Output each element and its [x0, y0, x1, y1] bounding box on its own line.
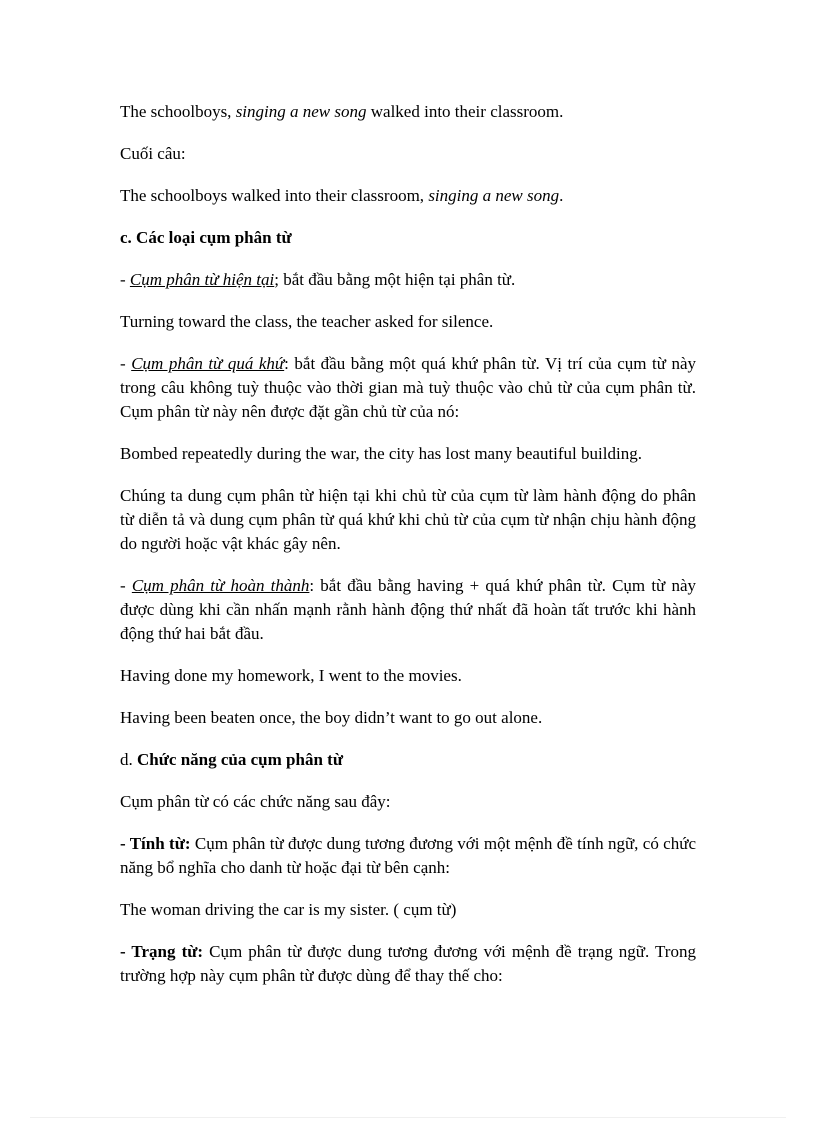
label-line: Cuối câu:: [120, 144, 186, 163]
function-adjective: [120, 832, 696, 880]
text: ; bắt đầu bằng một hiện tại phân từ.: [274, 270, 516, 289]
text: The schoolboys,: [120, 102, 236, 121]
dash: -: [120, 270, 130, 289]
function-adverb: [120, 940, 696, 988]
heading-bold: Chức năng của cụm phân từ: [137, 750, 344, 769]
term: Cụm phân từ hiện tại: [129, 270, 275, 289]
example-sentence: The woman driving the car is my sister. ( cụm từ): [120, 900, 457, 919]
text: : bắt đầu bằng having + quá khứ phân từ. Cụm từ này được dùng khi cần nhấn mạnh rằnh hành động thứ nhất đã hoàn tất trước khi hành động thứ hai bắt đầu.: [120, 576, 696, 643]
dash: -: [120, 354, 132, 373]
italic-phrase: singing a new song: [235, 102, 367, 121]
document-page: [120, 100, 696, 1006]
italic-phrase: singing a new song: [428, 186, 560, 205]
term: Cụm phân từ hoàn thành: [131, 576, 310, 595]
text: walked into their classroom.: [366, 102, 564, 121]
paragraph: Cụm phân từ có các chức năng sau đây:: [120, 792, 391, 811]
example-sentence: Having been beaten once, the boy didn’t want to go out alone.: [120, 708, 543, 727]
text: : bắt đầu bằng một quá khứ phân từ. Vị trí của cụm từ này trong câu không tuỳ thuộc vào thời gian mà tuỳ thuộc vào chủ từ của cụm phân từ. Cụm phân từ này nên được đặt gần chủ từ của nó:: [120, 354, 696, 421]
term: Cụm phân từ quá khứ: [131, 354, 285, 373]
text: The schoolboys walked into their classroom,: [120, 186, 429, 205]
label-bold: - Tính từ:: [120, 834, 191, 853]
text: Cụm phân từ được dung tương đương với một mệnh đề tính ngữ, có chức năng bổ nghĩa cho danh từ hoặc đại từ bên cạnh:: [120, 834, 696, 877]
definition-past: [120, 352, 696, 424]
label-bold: - Trạng từ:: [120, 942, 204, 961]
text: .: [559, 186, 564, 205]
page-bottom-divider: [30, 1117, 786, 1118]
dash: -: [120, 576, 132, 595]
example-sentence: Bombed repeatedly during the war, the city has lost many beautiful building.: [120, 444, 642, 463]
example-sentence: Turning toward the class, the teacher asked for silence.: [120, 312, 494, 331]
example-sentence: [120, 100, 696, 124]
text: d.: [120, 750, 137, 769]
section-heading-d: [120, 748, 696, 772]
example-sentence: [120, 184, 696, 208]
definition-present: [120, 268, 696, 292]
section-heading-c: c. Các loại cụm phân từ: [120, 228, 292, 247]
example-sentence: Having done my homework, I went to the movies.: [120, 666, 462, 685]
paragraph: Chúng ta dung cụm phân từ hiện tại khi chủ từ của cụm từ làm hành động do phân từ diễn tả và dung cụm phân từ quá khứ khi chủ từ của cụm từ nhận chịu hành động do người hoặc vật khác gây nên.: [120, 486, 696, 553]
definition-perfect: [120, 574, 696, 646]
text: Cụm phân từ được dung tương đương với mệnh đề trạng ngữ. Trong trường hợp này cụm phân từ được dùng để thay thế cho:: [120, 942, 696, 985]
